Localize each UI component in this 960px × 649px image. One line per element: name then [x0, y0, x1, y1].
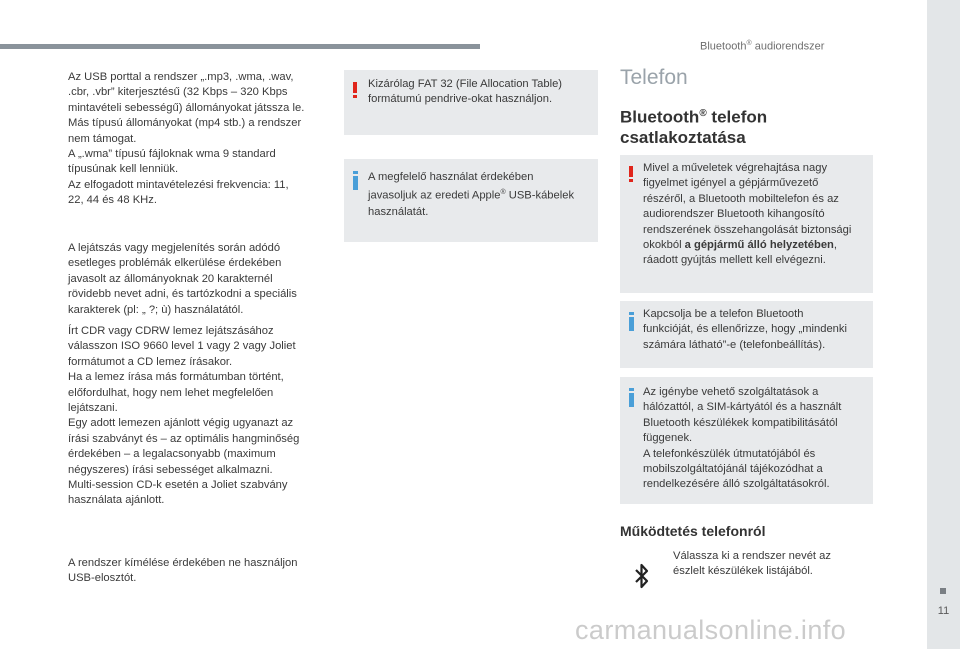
- text-line: használata ajánlott.: [68, 494, 165, 507]
- text-line: rövidebb nevet adni, és tartózkodni a speciális: [68, 288, 297, 301]
- cd-paragraph: [68, 324, 330, 509]
- text-line: formátumú pendrive-okat használjon.: [368, 93, 553, 106]
- text-line: javasolt az állományoknak 20 karakternél: [68, 272, 273, 285]
- usb-hub-paragraph: [68, 556, 330, 587]
- text-line: audiorendszer Bluetooth kihangosító: [643, 208, 825, 221]
- text-line: észlelt készülékek listájából.: [673, 565, 813, 578]
- fat32-warning-box: [344, 70, 598, 135]
- text-line: Kizárólag FAT 32 (File Allocation Table): [368, 78, 563, 90]
- info-icon: [629, 312, 634, 328]
- text-line: Kapcsolja be a telefon Bluetooth: [643, 308, 804, 320]
- text-line: típusúnak kell lenniük.: [68, 163, 179, 176]
- warning-icon: [353, 82, 357, 98]
- text-line: Az igénybe vehető szolgáltatások a: [643, 386, 819, 398]
- text-line: figyelmet igényel a gépjárművezető: [643, 177, 819, 190]
- text-line: Az USB porttal a rendszer „.mp3, .wma, .wav,: [68, 71, 294, 83]
- watermark: carmanualsonline.info: [575, 615, 847, 645]
- text-line: A telefonkészülék útmutatójából és: [643, 447, 816, 460]
- info-icon: [353, 171, 358, 187]
- text-line: érdekében – a legalacsonyabb (maximum: [68, 448, 276, 461]
- text-line: függenek.: [643, 432, 693, 445]
- text-line: Bluetooth készülékek kompatibilitásától: [643, 416, 838, 429]
- visibility-info-box: [620, 301, 873, 368]
- text-line: Mivel a műveletek végrehajtása nagy: [643, 162, 828, 174]
- page-number: 11: [937, 605, 950, 617]
- text-line: A rendszer kímélése érdekében ne használjon: [68, 557, 298, 569]
- text-line: előfordulhat, hogy nem lehet megfelelően: [68, 386, 274, 399]
- text-line: lejátszani.: [68, 402, 118, 415]
- text-line: esetleges problémák elkerülése érdekében: [68, 257, 282, 270]
- text-line: Válassza ki a rendszer nevét az: [673, 550, 831, 562]
- services-info-box: [620, 377, 873, 504]
- text-line: Írt CDR vagy CDRW lemez lejátszásához: [68, 325, 274, 337]
- text-line: funkcióját, és ellenőrizze, hogy „mindenki: [643, 323, 847, 336]
- subheading-operation: Működtetés telefonról: [620, 523, 766, 539]
- apple-cable-info-box: [344, 159, 598, 242]
- text-line: Más típusú állományokat (mp4 stb.) a rendszer: [68, 117, 302, 130]
- text-line: Multi-session CD-k esetén a Joliet szabvány: [68, 479, 288, 492]
- apple-cable-info-text: A megfelelő használat érdekében javasoljuk az eredeti Apple® USB-kábelek használatát.: [368, 171, 575, 218]
- text-line: Egy adott lemezen ajánlott végig ugyanazt az: [68, 417, 294, 430]
- warning-icon: [629, 166, 633, 182]
- text-line: számára látható”-e (telefonbeállítás).: [643, 338, 826, 351]
- text-line: A lejátszás vagy megjelenítés során adódó: [68, 242, 281, 254]
- section-heading-telefon: Telefon: [620, 66, 688, 89]
- bluetooth-heading: Bluetooth® telefon csatlakoztatása: [620, 107, 768, 147]
- text-line: Ha a lemez írása más formátumban történt,: [68, 371, 284, 384]
- fat32-warning-text: [368, 77, 593, 108]
- safety-warning-box: [620, 155, 873, 293]
- info-icon: [629, 388, 634, 404]
- filename-paragraph: [68, 241, 330, 318]
- text-line: részéről, a Bluetooth mobiltelefon és az: [643, 192, 839, 205]
- page-sidebar: [927, 0, 960, 649]
- text-line: négyszeres) írási sebességet alkalmazni.: [68, 463, 273, 476]
- text-line: írási szabványt és – az optimális hangminőség: [68, 432, 300, 445]
- visibility-info-text: [643, 307, 871, 353]
- text-line: hálózattól, a SIM-kártyától és a használt: [643, 401, 842, 414]
- text-line: 22, 44 és 48 KHz.: [68, 194, 157, 207]
- text-line: mintavételi sebességű) állományokat játssza le.: [68, 101, 305, 114]
- text-line: karakterek (pl: „ ?; ù) használatától.: [68, 303, 244, 316]
- text-line: rendelkezésére álló szolgáltatásokról.: [643, 478, 830, 491]
- text-line: formátumot a CD lemez írásakor.: [68, 355, 233, 368]
- text-line: mobilszolgáltatójánál tájékozódhat a: [643, 463, 823, 476]
- text-line: USB-elosztót.: [68, 572, 137, 585]
- select-system-instruction: [673, 549, 863, 580]
- text-line: Az elfogadott mintavételezési frekvencia: 11,: [68, 178, 289, 191]
- text-line: nem támogat.: [68, 132, 137, 145]
- section-title: Bluetooth® audiorendszer: [700, 40, 825, 53]
- text-line: rendszerének összehangolását biztonsági: [643, 223, 852, 236]
- bluetooth-icon: [634, 561, 650, 591]
- text-line: válasszon ISO 9660 level 1 vagy 2 vagy Joliet: [68, 340, 296, 353]
- page-marker: [940, 588, 946, 594]
- text-line: A „.wma” típusú fájloknak wma 9 standard: [68, 148, 276, 161]
- safety-warning-text: Mivel a műveletek végrehajtása nagy figyelmet igényel a gépjárművezető részéről, a Bluetooth mobiltelefon és az audiorendszer Bluetooth kihangosító rendszerének összehangolását biztonsági okokból a gépjármű álló helyzetében, ráadott gyújtás mellett kell elvégezni.: [643, 161, 871, 269]
- header-bar: [0, 44, 480, 49]
- text-line: .cbr, .vbr” kiterjesztésű (32 Kbps – 320 Kbps: [68, 86, 288, 99]
- usb-formats-paragraph: [68, 70, 330, 209]
- services-info-text: [643, 385, 871, 493]
